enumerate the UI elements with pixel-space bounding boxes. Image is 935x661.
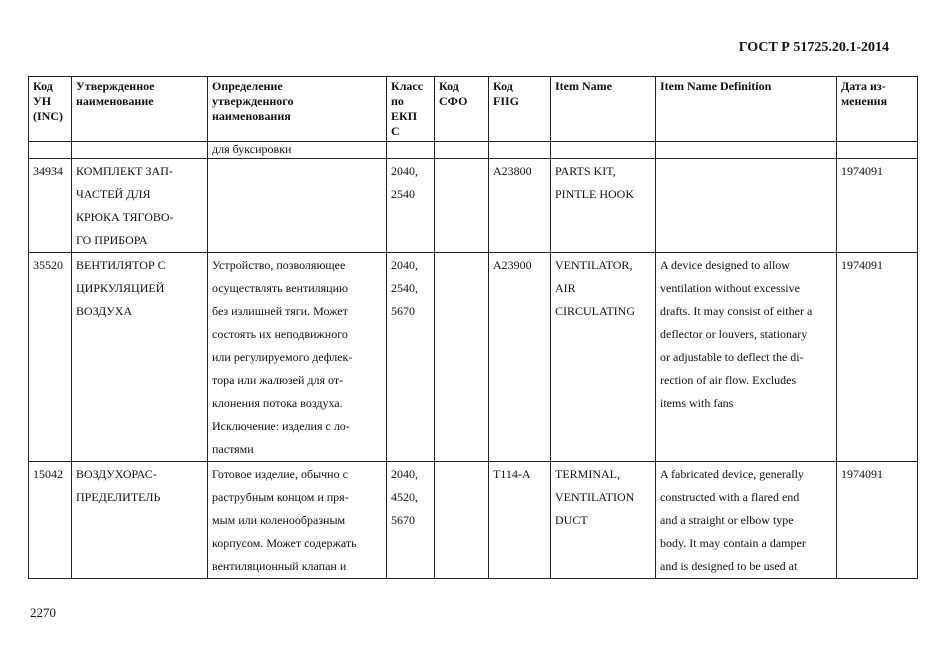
cell-inc-code [29,159,72,253]
header-cell-approved-name: Утвержденное наименование [72,77,208,142]
cell-text-line: ВОЗДУХОРАС- [76,467,157,481]
cell-text-line: 1974091 [841,164,883,178]
cell-fiig-code [489,253,551,462]
page-number: 2270 [30,605,56,620]
header-cell-item-definition: Item Name Definition [656,77,837,142]
cell-text-line: мым или коленообразным [212,513,346,527]
cell-approved-name [72,462,208,579]
cell-fiig-code [489,142,551,159]
cell-text-line: constructed with a flared end [660,490,800,504]
cell-approved-name [72,253,208,462]
cell-text-line: A device designed to allow [660,258,790,272]
cell-text-line: deflector or louvers, stationary [660,327,808,341]
table-body [29,142,918,579]
cell-item-name [551,142,656,159]
cell-text-line: 2040, [391,258,418,272]
cell-class [387,159,435,253]
header-cell-class: Класс по ЕКП С [387,77,435,142]
cell-change-date [837,253,918,462]
cell-text-line: 1974091 [841,467,883,481]
cell-text-line: PINTLE HOOK [555,187,634,201]
cell-sfo-code [435,253,489,462]
document-header: ГОСТ Р 51725.20.1-2014 [738,40,889,55]
cell-sfo-code [435,142,489,159]
cell-text-line: или регулируемого дефлек- [212,350,353,364]
cell-text-line: DUCT [555,513,588,527]
cell-definition [208,462,387,579]
cell-text-line: ЧАСТЕЙ ДЛЯ [76,187,151,201]
cell-text-line: VENTILATOR, [555,258,633,272]
cell-inc-code [29,142,72,159]
cell-text-line: пастями [212,442,254,456]
header-cell-definition: Определение утвержденного наименования [208,77,387,142]
cell-text-line: drafts. It may consist of either a [660,304,813,318]
cell-item-definition [656,159,837,253]
cell-text-line: КРЮКА ТЯГОВО- [76,210,174,224]
cell-inc-code [29,462,72,579]
cell-text-line: A fabricated device, generally [660,467,804,481]
cell-text-line: items with fans [660,396,734,410]
table-row [29,462,918,579]
cell-text-line: 2040, [391,164,418,178]
cell-class [387,142,435,159]
cell-text-line: CIRCULATING [555,304,635,318]
cell-text-line: 15042 [33,467,63,481]
cell-text-line: состоять их неподвижного [212,327,348,341]
cell-item-name [551,159,656,253]
cell-inc-code [29,253,72,462]
cell-text-line: КОМПЛЕКТ ЗАП- [76,164,173,178]
cell-text-line: тора или жалюзей для от- [212,373,344,387]
cell-text-line: 34934 [33,164,63,178]
cell-text-line: корпусом. Может содержать [212,536,357,550]
header-cell-inc: Код УН (INC) [29,77,72,142]
cell-text-line: ГО ПРИБОРА [76,233,148,247]
cell-text-line: T114-A [493,467,531,481]
cell-text-line: VENTILATION [555,490,635,504]
cell-sfo-code [435,159,489,253]
cell-text-line: AIR [555,281,576,295]
cell-fiig-code [489,159,551,253]
cell-text-line: A23900 [493,258,532,272]
cell-class [387,253,435,462]
cell-text-line: ВОЗДУХА [76,304,133,318]
header-cell-item-name: Item Name [551,77,656,142]
cell-text-line: and is designed to be used at [660,559,798,573]
cell-text-line: 35520 [33,258,63,272]
cell-text-line: для буксировки [212,142,292,156]
header-cell-fiig: Код FIIG [489,77,551,142]
cell-text-line: rection of air flow. Excludes [660,373,797,387]
cell-text-line: 4520, [391,490,418,504]
cell-text-line: ПРЕДЕЛИТЕЛЬ [76,490,161,504]
cell-text-line: клонения потока воздуха. [212,396,343,410]
table-row [29,253,918,462]
header-cell-sfo: Код СФО [435,77,489,142]
cell-text-line: ventilation without excessive [660,281,800,295]
table-row [29,142,918,159]
cell-text-line: раструбным концом и пря- [212,490,349,504]
cell-approved-name [72,159,208,253]
cell-change-date [837,142,918,159]
cell-text-line: Исключение: изделия с ло- [212,419,350,433]
cell-text-line: вентиляционный клапан и [212,559,347,573]
cell-change-date [837,159,918,253]
table-row [29,159,918,253]
cell-item-definition [656,142,837,159]
header-cell-change-date: Дата из- менения [837,77,918,142]
cell-text-line: Готовое изделие, обычно с [212,467,348,481]
cell-text-line: 2540, [391,281,418,295]
cell-text-line: or adjustable to deflect the di- [660,350,804,364]
cell-approved-name [72,142,208,159]
cell-text-line: ЦИРКУЛЯЦИЕЙ [76,281,165,295]
cell-item-name [551,253,656,462]
cell-fiig-code [489,462,551,579]
cell-sfo-code [435,462,489,579]
cell-definition [208,142,387,159]
cell-item-definition [656,462,837,579]
cell-definition [208,253,387,462]
cell-text-line: осуществлять вентиляцию [212,281,348,295]
cell-item-name [551,462,656,579]
cell-text-line: PARTS KIT, [555,164,616,178]
cell-item-definition [656,253,837,462]
cell-definition [208,159,387,253]
cell-text-line: Устройство, позволяющее [212,258,346,272]
cell-text-line: TERMINAL, [555,467,620,481]
cell-text-line: 5670 [391,304,415,318]
cell-text-line: без излишней тяги. Может [212,304,348,318]
table-header-row [29,77,918,142]
cell-text-line: 1974091 [841,258,883,272]
cell-text-line: ВЕНТИЛЯТОР С [76,258,166,272]
cell-text-line: body. It may contain a damper [660,536,806,550]
registry-table [28,76,918,579]
cell-text-line: A23800 [493,164,532,178]
cell-class [387,462,435,579]
cell-text-line: 2540 [391,187,415,201]
cell-text-line: 5670 [391,513,415,527]
cell-text-line: and a straight or elbow type [660,513,794,527]
cell-change-date [837,462,918,579]
cell-text-line: 2040, [391,467,418,481]
